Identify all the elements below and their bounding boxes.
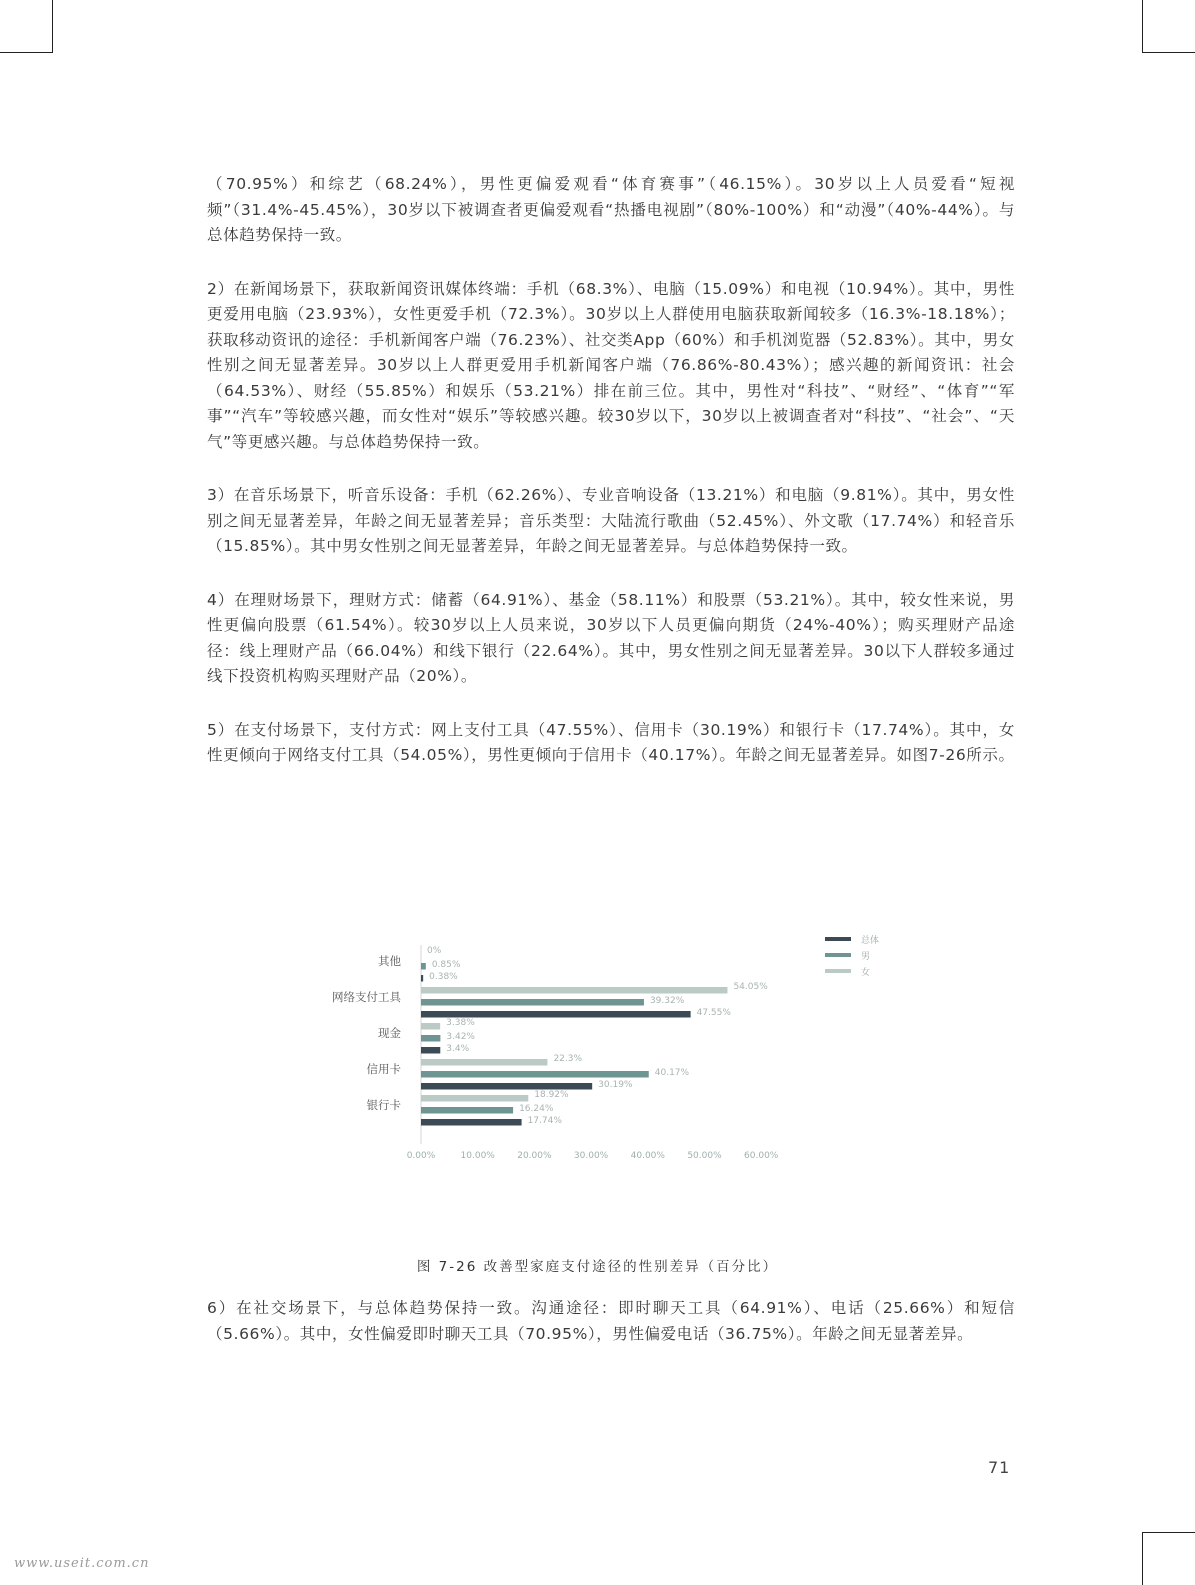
x-tick-label: 40.00% <box>630 1151 665 1161</box>
category-label: 银行卡 <box>366 1098 401 1112</box>
payment-chart-svg <box>300 930 900 1180</box>
crop-mark-top-left <box>0 0 53 53</box>
data-label: 30.19% <box>598 1080 633 1090</box>
bar <box>421 975 423 982</box>
data-label: 16.24% <box>519 1104 554 1114</box>
bar <box>421 1095 528 1102</box>
data-label: 22.3% <box>553 1054 583 1064</box>
data-label: 3.42% <box>446 1032 475 1042</box>
bar <box>421 963 426 970</box>
bar <box>421 999 644 1006</box>
bar <box>421 1107 513 1114</box>
bar <box>421 1023 440 1030</box>
x-tick-label: 0.00% <box>406 1151 436 1161</box>
paragraph-4: 4）在理财场景下，理财方式：储蓄（64.91%）、基金（58.11%）和股票（53.21%）。其中，较女性来说，男性更偏向股票（61.54%）。较30岁以上人员来说，30岁以下人员更偏向期货（24%-40%）；购买理财产品途径：线上理财产品（66.04%）和线下银行（22.64%）。其中，男女性别之间无显著差异。30以下人群较多通过线下投资机构购买理财产品（20%）。 <box>207 590 1015 685</box>
paragraph-6-block <box>207 1296 1015 1347</box>
data-label: 17.74% <box>527 1116 562 1126</box>
data-label: 0.85% <box>431 960 461 970</box>
bar <box>421 1071 649 1078</box>
x-tick-label: 50.00% <box>687 1151 722 1161</box>
data-label: 54.05% <box>733 982 768 992</box>
x-tick-label: 10.00% <box>460 1151 495 1161</box>
paragraph-1: （70.95%）和综艺（68.24%），男性更偏爱观看“体育赛事”（46.15%）。30岁以上人员爱看“短视频”（31.4%-45.45%），30岁以下被调查者更偏爱观看“热播电视剧”（80%-100%）和“动漫”（40%-44%）。与总体趋势保持一致。 <box>207 175 1015 244</box>
crop-mark-bottom-right <box>1142 1532 1195 1585</box>
bar <box>421 1011 691 1018</box>
legend-label: 男 <box>861 952 871 962</box>
x-tick-label: 30.00% <box>573 1151 609 1161</box>
page-number: 71 <box>988 1458 1011 1477</box>
bar <box>421 987 727 994</box>
bar <box>421 1059 547 1066</box>
paragraph-3: 3）在音乐场景下，听音乐设备：手机（62.26%）、专业音响设备（13.21%）和电脑（9.81%）。其中，男女性别之间无显著差异，年龄之间无显著差异；音乐类型：大陆流行歌曲（52.45%）、外文歌（17.74%）和轻音乐（15.85%）。其中男女性别之间无显著差异，年龄之间无显著差异。与总体趋势保持一致。 <box>207 486 1015 555</box>
x-tick-label: 20.00% <box>517 1151 552 1161</box>
data-label: 3.4% <box>446 1044 470 1054</box>
legend-swatch <box>825 953 851 957</box>
legend-label: 总体 <box>861 936 880 946</box>
crop-mark-top-right <box>1142 0 1195 53</box>
watermark: www.useit.com.cn <box>14 1556 150 1571</box>
legend-label: 女 <box>861 968 871 978</box>
data-label: 47.55% <box>696 1008 731 1018</box>
bar <box>421 1035 440 1042</box>
payment-chart <box>300 930 900 1184</box>
legend-swatch <box>825 937 851 941</box>
bar <box>421 1047 440 1054</box>
data-label: 0% <box>427 946 442 956</box>
body-text <box>207 172 1015 769</box>
bar <box>421 1083 592 1090</box>
figure-caption: 图 7-26 改善型家庭支付途径的性别差异（百分比） <box>416 1259 779 1275</box>
paragraph-6: 6）在社交场景下，与总体趋势保持一致。沟通途径：即时聊天工具（64.91%）、电话（25.66%）和短信（5.66%）。其中，女性偏爱即时聊天工具（70.95%），男性偏爱电话（36.75%）。年龄之间无显著差异。 <box>207 1299 1015 1343</box>
category-label: 信用卡 <box>366 1062 401 1076</box>
paragraph-5: 5）在支付场景下，支付方式：网上支付工具（47.55%）、信用卡（30.19%）和银行卡（17.74%）。其中，女性更倾向于网络支付工具（54.05%），男性更倾向于信用卡（40.17%）。年龄之间无显著差异。如图7-26所示。 <box>207 720 1015 764</box>
legend-swatch <box>825 969 851 973</box>
category-label: 现金 <box>378 1026 401 1040</box>
data-label: 39.32% <box>649 996 685 1006</box>
category-label: 网络支付工具 <box>332 990 401 1004</box>
data-label: 40.17% <box>654 1068 690 1078</box>
bar <box>421 1119 522 1126</box>
data-label: 18.92% <box>534 1090 569 1100</box>
paragraph-2: 2）在新闻场景下，获取新闻资讯媒体终端：手机（68.3%）、电脑（15.09%）和电视（10.94%）。其中，男性更爱用电脑（23.93%），女性更爱手机（72.3%）。30岁以上人群使用电脑获取新闻较多（16.3%-18.18%）；获取移动资讯的途径：手机新闻客户端（76.23%）、社交类App（60%）和手机浏览器（52.83%）。其中，男女性别之间无显著差异。30岁以上人群更爱用手机新闻客户端（76.86%-80.43%）；感兴趣的新闻资讯：社会（64.53%）、财经（55.85%）和娱乐（53.21%）排在前三位。其中，男性对“科技”、“财经”、“体育”“军事”“汽车”等较感兴趣，而女性对“娱乐”等较感兴趣。较30岁以下，30岁以上被调查者对“科技”、“社会”、“天气”等更感兴趣。与总体趋势保持一致。 <box>207 279 1015 451</box>
data-label: 0.38% <box>429 972 458 982</box>
x-tick-label: 60.00% <box>744 1151 779 1161</box>
data-label: 3.38% <box>446 1018 475 1028</box>
category-label: 其他 <box>378 954 401 968</box>
